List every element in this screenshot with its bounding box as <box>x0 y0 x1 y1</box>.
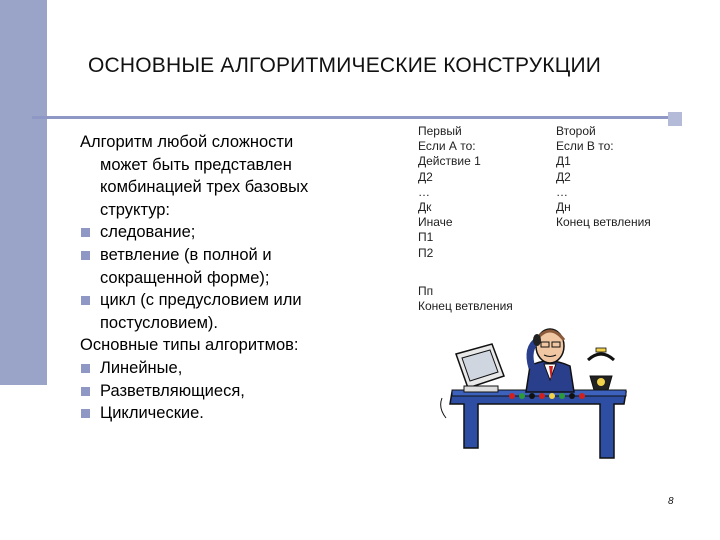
pseudocode-line: … <box>556 184 568 199</box>
bullet-item-text: Разветвляющиеся, <box>100 381 245 400</box>
sidebar-accent-bar <box>0 0 47 385</box>
pseudocode-line: Конец ветвления <box>418 299 513 314</box>
bullet-item <box>80 402 380 425</box>
pseudocode-line: Д2 <box>556 169 571 184</box>
bullet-item-text: Циклические. <box>100 404 204 423</box>
telephone-icon <box>588 348 614 390</box>
pseudocode-line: Дк <box>418 200 432 215</box>
slide-title: ОСНОВНЫЕ АЛГОРИТМИЧЕСКИЕ КОНСТРУКЦИИ <box>88 54 602 77</box>
square-bullet-icon <box>81 387 90 396</box>
pseudocode-gap <box>418 261 513 284</box>
bullet-item <box>80 289 380 312</box>
title-divider <box>32 116 682 119</box>
body-line: структур: <box>100 200 171 219</box>
person-icon <box>526 329 574 392</box>
square-bullet-icon <box>81 409 90 418</box>
body-line: постусловием). <box>100 313 218 332</box>
pseudocode-second <box>556 124 651 230</box>
pseudocode-line: … <box>418 184 430 199</box>
square-bullet-icon <box>81 228 90 237</box>
title-divider-cap <box>668 112 682 126</box>
pseudocode-line: Второй <box>556 124 596 138</box>
body-line: Основные типы алгоритмов: <box>80 336 299 355</box>
pseudocode-line: Если А то: <box>418 139 476 154</box>
pseudocode-line: Первый <box>418 124 462 138</box>
pseudocode-line: Конец ветвления <box>556 215 651 230</box>
bullet-item <box>80 244 380 267</box>
pseudocode-first <box>418 124 513 314</box>
bullet-item-text: следование; <box>100 223 196 242</box>
pseudocode-line: П1 <box>418 230 434 245</box>
pseudocode-line: Иначе <box>418 215 453 230</box>
body-line: Алгоритм любой сложности <box>80 133 294 151</box>
square-bullet-icon <box>81 251 90 260</box>
pseudocode-line: П2 <box>418 245 434 260</box>
body-line: сокращенной форме); <box>100 268 270 287</box>
bullet-item <box>80 357 380 380</box>
pseudocode-line: Действие 1 <box>418 154 481 169</box>
pseudocode-line: Д1 <box>556 154 571 169</box>
bullet-item <box>80 380 380 403</box>
pseudocode-line: Д2 <box>418 169 433 184</box>
bullet-item-text: Линейные, <box>100 358 183 377</box>
pseudocode-line: Дн <box>556 200 571 215</box>
square-bullet-icon <box>81 364 90 373</box>
office-worker-clipart <box>438 318 634 468</box>
page-number: 8 <box>668 496 674 507</box>
bullet-item <box>80 221 380 244</box>
bullet-item-text: цикл (с предусловием или <box>100 291 302 310</box>
body-line: комбинацией трех базовых <box>100 178 309 197</box>
pseudocode-line: Пп <box>418 283 434 298</box>
body-line: может быть представлен <box>100 155 292 174</box>
bullet-item-text: ветвление (в полной и <box>100 245 272 264</box>
square-bullet-icon <box>81 296 90 305</box>
slide-body <box>80 131 380 425</box>
pseudocode-line: Если В то: <box>556 139 614 154</box>
